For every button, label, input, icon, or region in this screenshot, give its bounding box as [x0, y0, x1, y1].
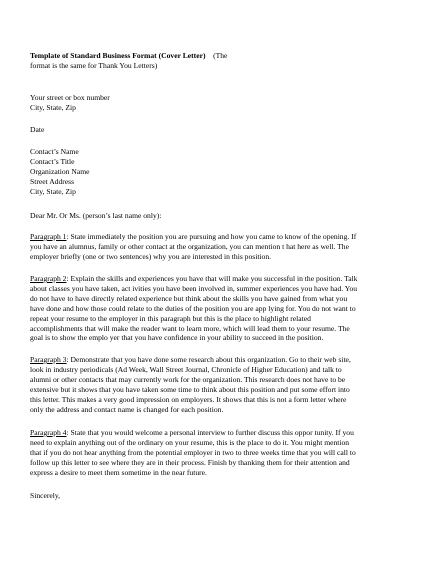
paragraph-line: alumni or other contacts that may currently work for the organization. This research does not have to be: [30, 374, 346, 384]
sender-address: [30, 93, 410, 113]
recipient-org: Organization Name: [30, 166, 90, 176]
paragraph-line: repeat your resume to the employer in this paragraph but this is the place to highlight related: [30, 313, 311, 323]
paragraph-line: extensive but it shows that you have taken some time to think about this position and put some effort into: [30, 384, 350, 394]
paragraph-1: [30, 232, 410, 262]
paragraph-label: Paragraph 2: [30, 274, 67, 283]
paragraph-line: this letter. This makes a very good impression on employers. It shows that this is not a form letter where: [30, 394, 347, 404]
paragraph-line: express a desire to meet them sometime in the near future.: [30, 467, 207, 477]
paragraph-line: employer briefly (one or two sentences) why you are interested in this position.: [30, 251, 272, 261]
recipient-address: [30, 147, 410, 197]
paragraph-line: about classes you have taken, act ivities you have been involved in, summer experiences you have had. You: [30, 283, 358, 293]
paragraph-line: : State that you would welcome a personal interview to further discuss this oppor tunity. If you: [66, 428, 354, 437]
date-label: Date: [30, 125, 45, 134]
document-title: [30, 51, 410, 71]
paragraph-label: Paragraph 3: [30, 355, 67, 364]
recipient-title: Contact’s Title: [30, 156, 75, 166]
paragraph-line: have done and how those could relate to the duties of the position you are app lying for. You do not want to: [30, 303, 356, 313]
recipient-city: City, State, Zip: [30, 186, 76, 196]
paragraph-line: only the address and contact name is changed for each position.: [30, 404, 224, 414]
paragraph-line: : Demonstrate that you have done some research about this organization. Go to their web site,: [66, 355, 351, 364]
date-line: [30, 125, 410, 135]
paragraph-3: [30, 355, 410, 414]
closing: Sincerely,: [30, 491, 61, 500]
paragraph-line: that if you do not hear anything from the potential employer in two to three weeks time that you will call to: [30, 447, 356, 457]
paragraph-4: [30, 428, 410, 478]
paragraph-line: do not have to have directly related experience but think about the skills you have gained from what you: [30, 293, 348, 303]
recipient-name: Contact’s Name: [30, 147, 79, 156]
sender-city: City, State, Zip: [30, 102, 76, 112]
paragraph-line: : State immediately the position you are pursuing and how you came to know of the opening. If: [66, 232, 357, 241]
title-bold: Template of Standard Business Format (Cover Letter): [30, 51, 206, 60]
recipient-street: Street Address: [30, 176, 75, 186]
paragraph-label: Paragraph 4: [30, 428, 67, 437]
paragraph-line: goal is to show the emplo yer that you have confidence in your ability to succeed in the position.: [30, 333, 324, 343]
paragraph-line: need to explain anything out of the ordinary on your resume, this is the place to do it. You might mention: [30, 437, 350, 447]
paragraph-line: accomplishments that will make the reader want to learn more, which will lead them to your resume. The: [30, 323, 350, 333]
title-note-cont: format is the same for Thank You Letters): [30, 60, 158, 70]
paragraph-label: Paragraph 1: [30, 232, 67, 241]
title-note: (The: [213, 51, 228, 60]
paragraph-2: [30, 274, 410, 343]
paragraph-line: : Explain the skills and experiences you have that will make you successful in the position. Talk: [66, 274, 358, 283]
paragraph-line: you have an alumnus, family or other contact at the organization, you can mention t hat here as well. The: [30, 241, 349, 251]
paragraph-line: follow up this letter to see where they are in their process. Finish by thanking them for their attention and: [30, 457, 350, 467]
sender-street: Your street or box number: [30, 93, 110, 102]
salutation: Dear Mr. Or Ms. (person’s last name only):: [30, 211, 162, 220]
paragraph-line: look in industry periodicals (Ad Week, Wall Street Journal, Chronicle of Higher Education) and talk to: [30, 364, 342, 374]
